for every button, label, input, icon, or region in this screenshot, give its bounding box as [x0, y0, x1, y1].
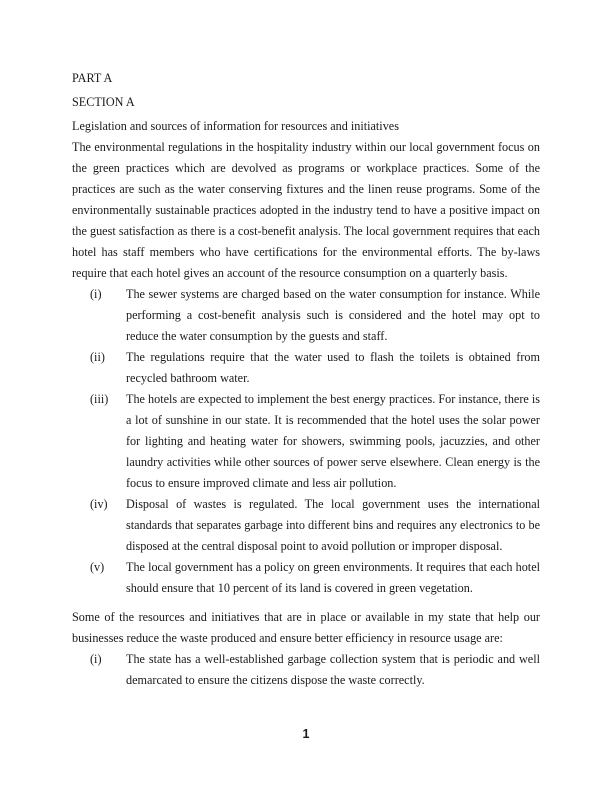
list-item: [72, 649, 540, 691]
list-item-text: The sewer systems are charged based on the water consumption for instance. While performing a cost-benefit analysis such is considered and the hotel may opt to reduce the water consumption by the guests and staff.: [126, 287, 540, 343]
list-item: [72, 389, 540, 494]
list-item: [72, 557, 540, 599]
regulations-list: [72, 284, 540, 599]
list-item-number: (ii): [90, 350, 105, 364]
list-item: [72, 494, 540, 557]
list-item-number: (v): [90, 560, 105, 574]
list-item-text: The state has a well-established garbage collection system that is periodic and well demarcated to ensure the citizens dispose the waste correctly.: [126, 652, 540, 687]
section-subtitle: Legislation and sources of information for resources and initiatives: [72, 119, 399, 133]
resources-intro-paragraph: Some of the resources and initiatives that are in place or available in my state that help our businesses reduce the waste produced and ensure better efficiency in resource usage are:: [72, 610, 540, 645]
list-item-number: (i): [90, 652, 102, 666]
document-page: [72, 70, 540, 691]
list-item: [72, 284, 540, 347]
list-item-text: Disposal of wastes is regulated. The local government uses the international standards that separates garbage into different bins and requires any electronics to be disposed at the central disposal point to avoid pollution or improper disposal.: [126, 497, 540, 553]
list-item-number: (i): [90, 287, 102, 301]
intro-paragraph: The environmental regulations in the hospitality industry within our local government focus on the green practices which are devolved as programs or workplace practices. Some of the practices are such as the water conserving fixtures and the linen reuse programs. Some of the environmentally sustainable practices adopted in the industry tend to have a positive impact on the guest satisfaction as there is a cost-benefit analysis. The local government requires that each hotel has staff members who have certifications for the environmental efforts. The by-laws require that each hotel gives an account of the resource consumption on a quarterly basis.: [72, 140, 540, 280]
page-number: 1: [302, 727, 310, 741]
resources-list: [72, 649, 540, 691]
section-heading: SECTION A: [72, 95, 135, 109]
part-heading: PART A: [72, 71, 113, 85]
list-item-number: (iv): [90, 497, 108, 511]
list-item-text: The local government has a policy on green environments. It requires that each hotel should ensure that 10 percent of its land is covered in green vegetation.: [126, 560, 540, 595]
list-item: [72, 347, 540, 389]
list-item-text: The hotels are expected to implement the best energy practices. For instance, there is a lot of sunshine in our state. It is recommended that the hotel uses the solar power for lighting and heating water for showers, swimming pools, jacuzzies, and other laundry activities while other sources of power serve elsewhere. Clean energy is the focus to ensure improved climate and less air pollution.: [126, 392, 540, 490]
list-item-text: The regulations require that the water used to flash the toilets is obtained from recycled bathroom water.: [126, 350, 540, 385]
list-item-number: (iii): [90, 392, 109, 406]
